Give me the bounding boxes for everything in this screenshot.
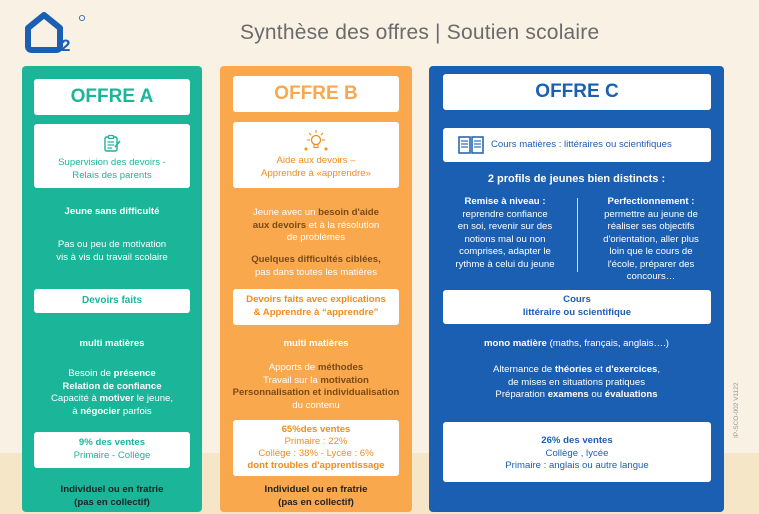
text-bold: évaluations [604,389,658,400]
offer-a-card-line: Supervision des devoirs - [58,157,166,168]
text-bold: négocier [80,405,121,417]
document-code: IP-SCO-002 V1122 [733,382,740,438]
text-bold: motivation [320,374,369,386]
offer-a-subjects: multi matières [79,338,145,349]
offer-c-subjects [429,338,724,351]
offer-a-profile: Jeune sans difficulté [64,206,160,217]
text: et [592,364,606,375]
text: loin que le cours de [609,246,693,257]
text-bold: Personnalisation et individualisation [232,387,400,398]
text: concours… [626,271,676,282]
offer-b-sales-detail: Primaire : 22% [284,436,348,447]
text: de mises en situations pratiques [507,376,646,388]
offer-b-sales-detail: Collège : 38% - Lycée : 6% [258,448,374,459]
offer-a-sales-detail: Primaire - Collège [73,449,151,461]
offer-c-card-text: Cours matières : littéraires ou scientifiques [491,139,672,150]
text: Alternance de [492,364,555,375]
text-bold: méthodes [317,362,364,373]
offer-a-needs [22,368,202,418]
offer-c-service-card [443,128,711,162]
offer-b-sales-detail: dont troubles d'apprentissage [247,460,385,471]
text: (maths, français, anglais….) [546,338,670,349]
offer-a-card-line: Relais des parents [72,169,152,181]
offer-c-service-line: Cours [563,294,591,305]
offer-a-format [22,484,202,509]
offer-a-format-line: (pas en collectif) [74,496,150,508]
offer-c-service-label [443,290,711,324]
o2-logo [24,10,88,54]
offer-b-sales: 65%des ventes [281,424,351,435]
offer-b-methods [220,362,412,412]
offer-b-column [220,66,412,512]
text-bold: théories [554,364,593,375]
offer-a-sales-card [34,432,190,468]
offer-c-sales-detail: Primaire : anglais ou autre langue [505,460,649,471]
text: Besoin de [68,368,114,379]
offer-a-service-card [34,124,190,188]
offer-b-profile [220,207,412,245]
text-bold: examens [547,389,589,400]
offer-c-header: OFFRE C [443,74,711,110]
text: ou [588,389,605,400]
offer-a-format-line: Individuel ou en fratrie [60,484,164,495]
offer-c-profile-right [585,196,717,284]
text: comprises, adapter le [459,246,551,257]
text-bold: aux devoirs [252,219,307,231]
text: du contenu [292,399,340,411]
offer-b-card-line: Apprendre à «apprendre» [261,167,371,179]
text: , [657,364,661,375]
offer-c-details [429,364,724,402]
offer-a-column [22,66,202,512]
text: Apports de [268,362,318,373]
offer-a-motivation-line: Pas ou peu de motivation [57,239,167,250]
text: Préparation [495,389,548,400]
text: permettre au jeune de [604,208,698,220]
text: à [72,405,81,417]
offer-b-header: OFFRE B [233,76,399,112]
text: Travail sur la [263,374,321,386]
page-title: Synthèse des offres | Soutien scolaire [240,21,600,44]
text: l'école, préparer des [607,258,695,270]
offer-c-profile-left [439,196,571,271]
offer-a-sales: 9% des ventes [78,437,146,448]
book-icon [457,134,485,156]
text: Capacité à [50,393,100,404]
offer-c-left-title: Remise à niveau : [464,196,546,207]
offer-c-sales-detail: Collège , lycée [545,447,609,459]
offer-b-service-card [233,122,399,188]
offer-a-motivation-line: vis à vis du travail scolaire [56,251,168,263]
text: parfois [120,405,152,417]
offer-b-service-label [233,289,399,325]
text-bold: mono matière [483,338,547,349]
offer-a-header: OFFRE A [34,79,190,115]
text: le jeune, [134,393,174,404]
offer-b-format-line: (pas en collectif) [278,496,354,508]
text-bold: d'exercices [605,364,658,375]
offer-b-card-line: Aide aux devoirs – [276,155,356,166]
offer-b-service-line: & Apprendre à “apprendre” [253,306,379,318]
offer-b-service-line: Devoirs faits avec explications [246,294,386,305]
text: pas dans toutes les matières [254,266,378,278]
text: en soi, revenir sur des [457,221,553,232]
offer-c-right-title: Perfectionnement : [607,196,695,207]
text: notions mal ou non [464,233,546,245]
offer-b-format-line: Individuel ou en fratrie [264,484,368,495]
offer-c-sales: 26% des ventes [541,435,613,446]
text: réaliser ses objectifs [607,221,695,232]
text: et à la résolution [306,219,380,231]
clipboard-icon [102,133,122,153]
offer-b-subjects: multi matières [283,338,349,349]
offer-b-sales-card [233,420,399,476]
text: reprendre confiance [462,208,548,220]
text-bold: Relation de confiance [62,380,162,392]
text: rythme à celui du jeune [455,258,555,270]
text-bold: présence [113,368,156,379]
lightbulb-icon [303,129,329,153]
offer-c-sales-card [443,422,711,482]
text-bold: besoin d'aide [318,207,379,218]
offer-c-profiles-title: 2 profils de jeunes bien distincts : [487,173,666,185]
text: Jeune avec un [253,207,319,218]
text: de problèmes [286,232,346,243]
offer-b-format [220,484,412,509]
offer-a-motivation [22,239,202,264]
divider [577,198,578,272]
text-bold: motiver [99,393,135,404]
offer-c-service-line: littéraire ou scientifique [522,306,632,318]
offer-b-difficulties [220,254,412,279]
text-bold: Quelques difficultés ciblées, [251,254,381,265]
offer-a-service-label: Devoirs faits [34,289,190,313]
text: d'orientation, aller plus [603,233,699,245]
offer-c-column [429,66,724,512]
logo-superscript: 2 [61,36,71,54]
